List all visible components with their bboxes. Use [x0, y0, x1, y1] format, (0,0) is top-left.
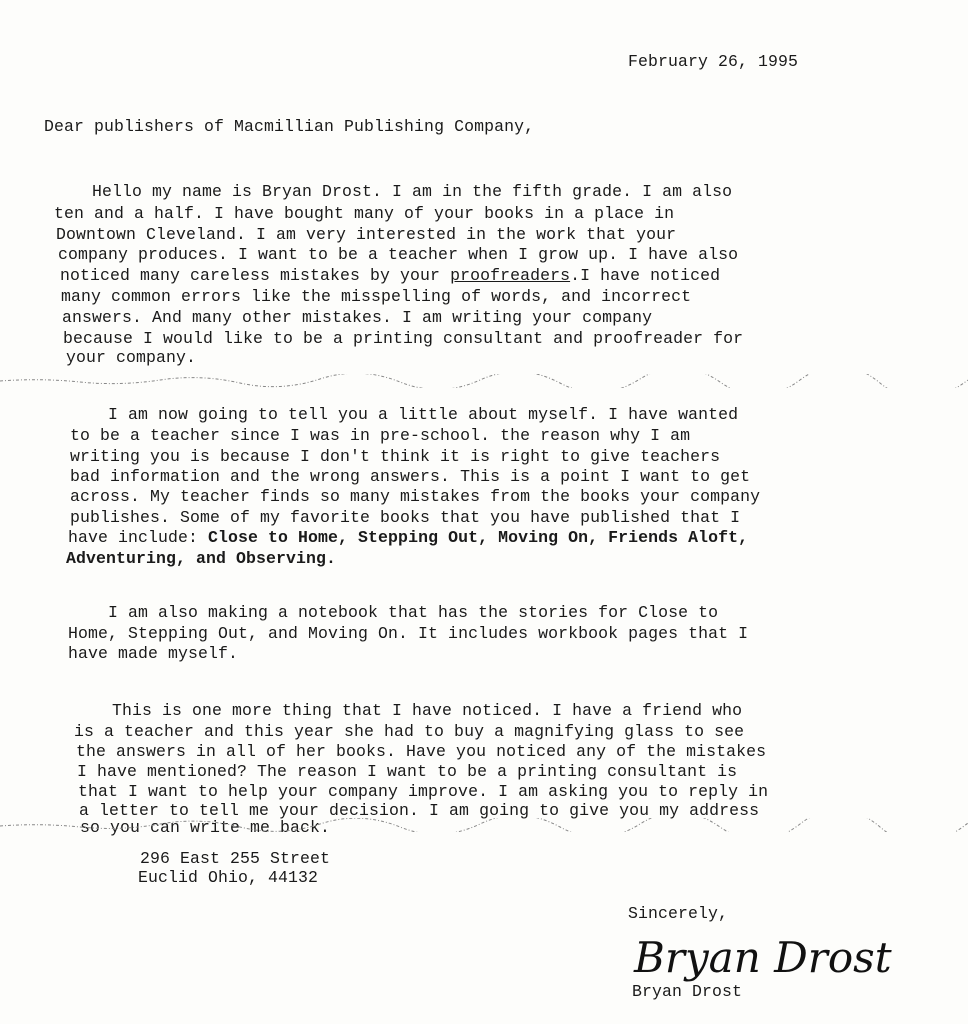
paragraph-3-line: I am also making a notebook that has the stories for Close to: [68, 603, 719, 622]
paragraph-4-line: is a teacher and this year she had to buy a magnifying glass to see: [74, 722, 745, 741]
letter-date: February 26, 1995: [628, 52, 799, 71]
salutation: Dear publishers of Macmillian Publishing Company,: [44, 117, 535, 136]
paragraph-3-line: Home, Stepping Out, and Moving On. It includes workbook pages that I: [68, 624, 749, 643]
paragraph-1-line: because I would like to be a printing consultant and proofreader for: [63, 329, 744, 348]
paragraph-1-line: [60, 266, 720, 285]
book-titles: Close to Home, Stepping Out, Moving On, Friends Aloft,: [208, 528, 749, 547]
paragraph-1-text: .I have noticed: [570, 266, 721, 285]
paragraph-4-line: so you can write me back.: [80, 818, 331, 837]
paragraph-4-line: a letter to tell me your decision. I am going to give you my address: [79, 801, 760, 820]
paste-seam: [0, 374, 968, 388]
paragraph-2-line: across. My teacher finds so many mistakes from the books your company: [70, 487, 761, 506]
paragraph-4-line: that I want to help your company improve. I am asking you to reply in: [78, 782, 769, 801]
paragraph-3-line: have made myself.: [68, 644, 239, 663]
book-titles: Adventuring, and Observing.: [66, 549, 337, 568]
signature-script: Bryan Drost: [634, 933, 892, 982]
paragraph-1-line: Hello my name is Bryan Drost. I am in the fifth grade. I am also: [52, 182, 733, 201]
handwritten-signature: [630, 928, 920, 988]
closing: Sincerely,: [628, 904, 729, 923]
paragraph-1-line: Downtown Cleveland. I am very interested in the work that your: [56, 225, 677, 244]
paragraph-4-line: I have mentioned? The reason I want to be a printing consultant is: [77, 762, 738, 781]
paragraph-1-line: company produces. I want to be a teacher when I grow up. I have also: [58, 245, 739, 264]
address-line: 296 East 255 Street: [140, 849, 331, 868]
paragraph-1-line: answers. And many other mistakes. I am writing your company: [62, 308, 653, 327]
paragraph-2-text: have include:: [68, 528, 209, 547]
paragraph-1-line: many common errors like the misspelling of words, and incorrect: [61, 287, 692, 306]
address-line: Euclid Ohio, 44132: [138, 868, 319, 887]
paragraph-1-text: noticed many careless mistakes by your: [60, 266, 451, 285]
paragraph-2-line: to be a teacher since I was in pre-school. the reason why I am: [70, 426, 691, 445]
paragraph-2-line: publishes. Some of my favorite books that you have published that I: [70, 508, 741, 527]
typed-name: Bryan Drost: [632, 982, 743, 1001]
paragraph-1-line: your company.: [66, 348, 197, 367]
paragraph-4-line: This is one more thing that I have noticed. I have a friend who: [72, 701, 743, 720]
paragraph-4-line: the answers in all of her books. Have you noticed any of the mistakes: [76, 742, 767, 761]
paste-seam: [0, 818, 968, 832]
underlined-word: proofreaders: [450, 266, 571, 285]
paragraph-2-line: I am now going to tell you a little about myself. I have wanted: [68, 405, 739, 424]
paragraph-2-line: [68, 528, 748, 547]
paragraph-2-line: writing you is because I don't think it is right to give teachers: [70, 447, 721, 466]
paragraph-1-line: ten and a half. I have bought many of your books in a place in: [54, 204, 675, 223]
paragraph-2-line: bad information and the wrong answers. This is a point I want to get: [70, 467, 751, 486]
